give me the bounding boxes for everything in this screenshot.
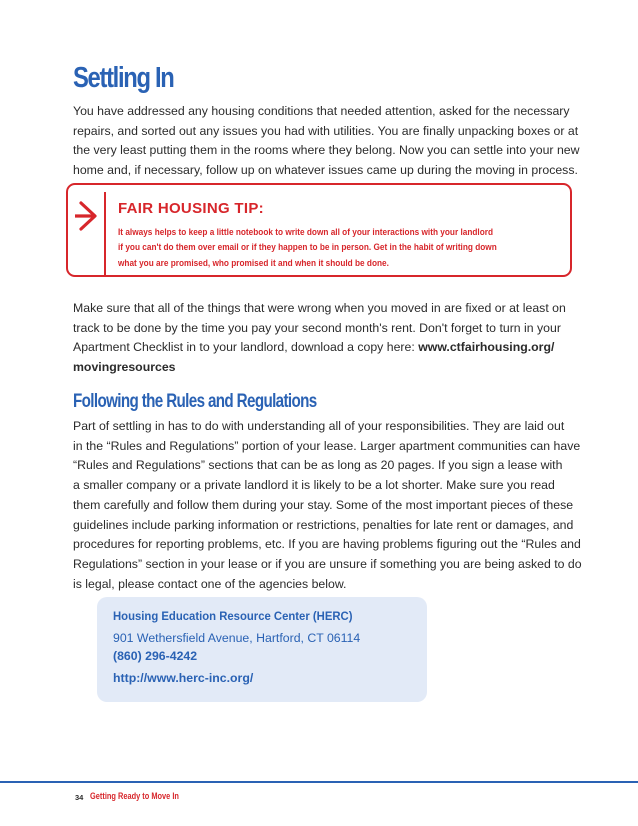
arrow-right-icon <box>75 200 101 232</box>
tip-title: FAIR HOUSING TIP: <box>118 200 264 217</box>
page-number: 34 <box>75 793 84 802</box>
agency-url-link[interactable]: http://www.herc-inc.org/ <box>113 671 254 685</box>
tip-line: It always helps to keep a little notebook to write down all of your interactions with your landlord <box>118 227 494 238</box>
checklist-line <box>73 338 573 358</box>
agency-phone: (860) 296-4242 <box>113 649 198 663</box>
intro-line: repairs, and sorted out any issues you had with utilities. You are finally unpacking boxes or at <box>73 123 579 138</box>
rules-line: them carefully and follow them during your stay. Some of the most important pieces of these <box>73 497 574 512</box>
rules-line: in the “Rules and Regulations” portion of your lease. Larger apartment communities can have <box>73 438 581 453</box>
intro-line: the very least putting them in the rooms where they belong. Now you can settle into your new <box>73 143 580 158</box>
checklist-paragraph <box>73 299 573 378</box>
moving-resources-link-continued[interactable]: movingresources <box>73 360 176 375</box>
checklist-line: Make sure that all of the things that were wrong when you moved in are fixed or at least on <box>73 301 566 315</box>
rules-line: Regulations” section in your lease or if you are unsure if something you are being asked to do <box>73 556 582 571</box>
tip-line: if you can't do them over email or if they happen to be in person. Get in the habit of writing down <box>118 242 497 254</box>
footer-section-title: Getting Ready to Move In <box>90 791 179 802</box>
rules-line: is legal, please contact one of the agencies below. <box>73 576 347 591</box>
moving-resources-link[interactable]: www.ctfairhousing.org/ <box>418 340 555 355</box>
rules-line: procedures for reporting problems, etc. If you are having problems figuring out the “Rules and <box>73 537 581 552</box>
rules-line: a smaller company or a private landlord it is likely to be a lot shorter. Make sure you read <box>73 478 555 493</box>
intro-paragraph <box>73 102 580 181</box>
footer-rule <box>0 781 638 783</box>
checklist-line-prefix: Apartment Checklist in to your landlord, download a copy here: <box>73 340 419 355</box>
rules-paragraph <box>73 417 582 594</box>
tip-line: what you are promised, who promised it and when it should be done. <box>118 257 389 269</box>
intro-line: You have addressed any housing conditions that needed attention, asked for the necessary <box>73 104 570 118</box>
agency-address: 901 Wethersfield Avenue, Hartford, CT 06114 <box>113 631 361 645</box>
tip-divider <box>104 192 106 275</box>
section-heading: Following the Rules and Regulations <box>73 391 317 412</box>
checklist-line: track to be done by the time you pay your second month's rent. Don't forget to turn in your <box>73 320 561 335</box>
agency-name: Housing Education Resource Center (HERC) <box>113 609 353 623</box>
rules-line: Part of settling in has to do with understanding all of your responsibilities. They are laid out <box>73 419 565 433</box>
intro-line: home and, if necessary, follow up on whatever issues came up during the moving in process. <box>73 163 578 178</box>
page-title: Settling In <box>73 62 174 94</box>
tip-text <box>118 225 558 271</box>
rules-line: guidelines include parking information or restrictions, penalties for late rent or damages, and <box>73 517 574 532</box>
rules-line: “Rules and Regulations” sections that can be as long as 20 pages. If you sign a lease with <box>73 458 563 473</box>
